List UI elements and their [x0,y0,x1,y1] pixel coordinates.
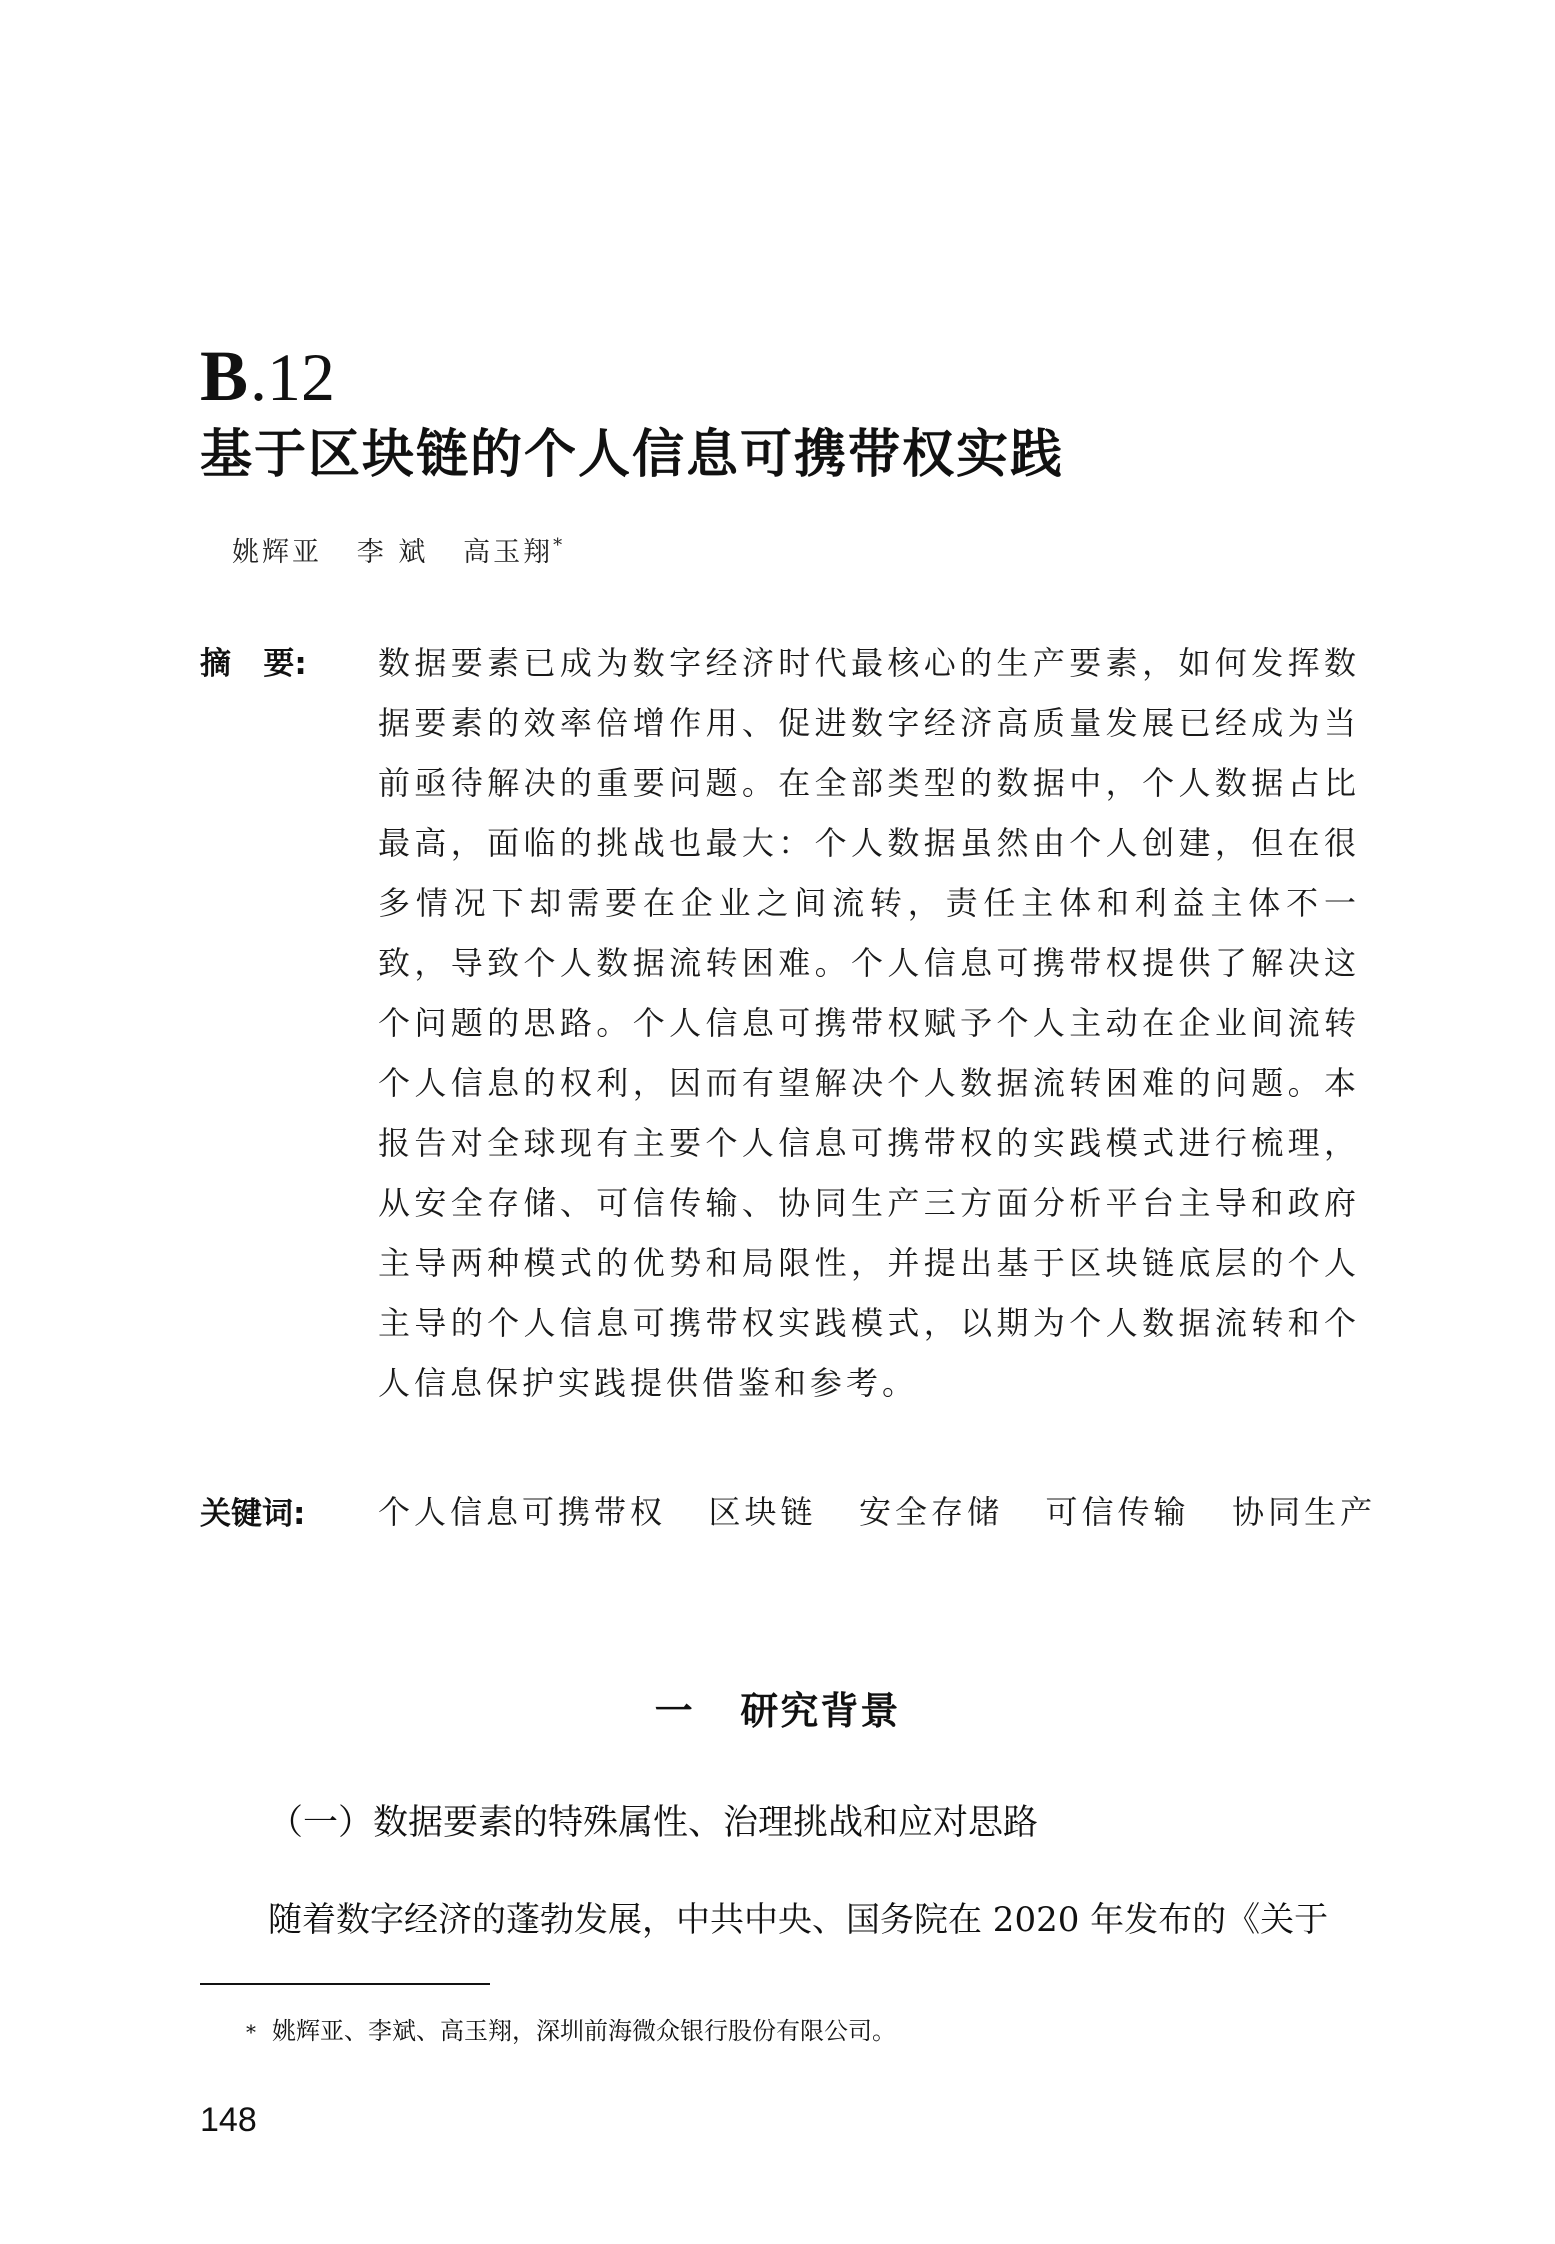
footnote [246,2014,896,2049]
section-heading: 一 研究背景 [654,1688,901,1733]
chapter-number: .12 [250,339,336,415]
page-title: 基于区块链的个人信息可携带权实践 [200,425,1065,485]
keywords-text: 个人信息可携带权 区块链 安全存储 可信传输 协同生产 [378,1493,1377,1531]
body-paragraph: 随着数字经济的蓬勃发展，中共中央、国务院在 2020 年发布的《关于 [268,1900,1329,1940]
chapter-series: B [200,336,251,416]
abstract-label: 摘 要: [200,646,307,682]
author-footnote-mark: * [553,535,566,556]
author-names: 姚辉亚 李 斌 高玉翔 [232,537,554,568]
page-number: 148 [200,2101,257,2139]
footnote-mark: * [246,2020,256,2044]
keywords-label: 关键词: [200,1496,306,1532]
footnote-text: 姚辉亚、李斌、高玉翔，深圳前海微众银行股份有限公司。 [272,2017,896,2045]
abstract-text: 数据要素已成为数字经济时代最核心的生产要素，如何发挥数据要素的效率倍增作用、促进数字经济高质量发展已经成为当前亟待解决的重要问题。在全部类型的数据中，个人数据占比最高，面临的挑战也最大：个人数据虽然由个人创建，但在很多情况下却需要在企业之间流转，责任主体和利益主体不一致，导致个人数据流转困难。个人信息可携带权提供了解决这个问题的思路。个人信息可携带权赋予个人主动在企业间流转个人信息的权利，因而有望解决个人数据流转困难的问题。本报告对全球现有主要个人信息可携带权的实践模式进行梳理，从安全存储、可信传输、协同生产三方面分析平台主导和政府主导两种模式的优势和局限性，并提出基于区块链底层的个人主导的个人信息可携带权实践模式，以期为个人数据流转和个人信息保护实践提供借鉴和参考。 [378,644,1360,1402]
chapter-label [200,338,335,415]
footnote-divider [200,1983,490,1985]
subsection-heading: （一）数据要素的特殊属性、治理挑战和应对思路 [268,1803,1039,1843]
author-line [232,528,565,571]
